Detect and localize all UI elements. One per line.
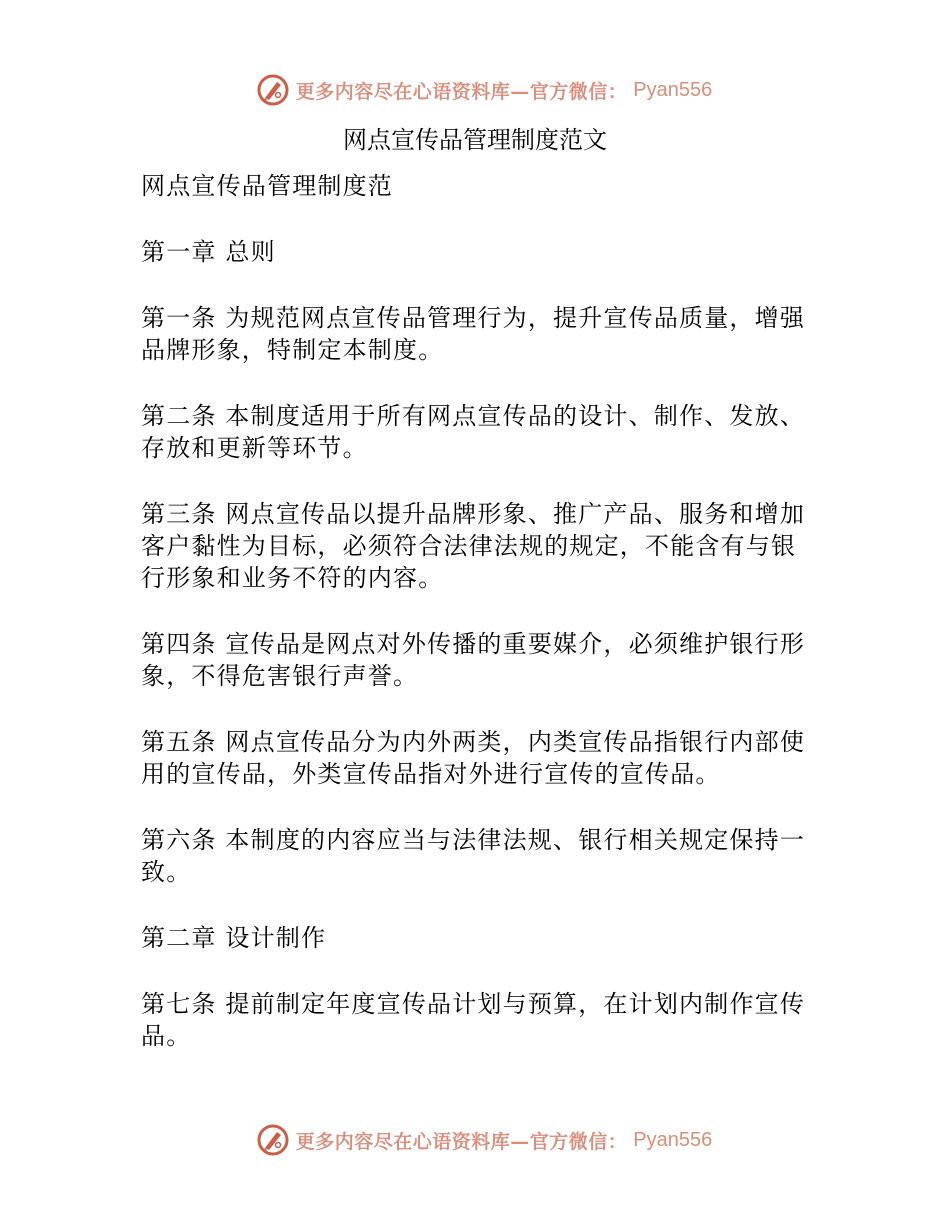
watermark-content [256,1123,712,1157]
document-title: 网点宣传品管理制度范文 [343,126,607,154]
document-body [141,170,811,1086]
watermark-text: 更多内容尽在心语资料库—官方微信： [295,80,628,103]
watermark-id: Pyan556 [633,1128,713,1151]
article: 第四条 宣传品是网点对外传播的重要媒介，必须维护银行形象，不得危害银行声誉。 [141,630,806,690]
article: 第一条 为规范网点宣传品管理行为，提升宣传品质量，增强品牌形象，特制定本制度。 [141,304,806,364]
watermark-id: Pyan556 [633,78,713,101]
paragraph: 网点宣传品管理制度范 [141,172,393,200]
pen-logo-icon [256,1123,290,1157]
article: 第三条 网点宣传品以提升品牌形象、推广产品、服务和增加客户黏性为目标，必须符合法律法规的规定，不能含有与银行形象和业务不符的内容。 [141,500,806,592]
article: 第七条 提前制定年度宣传品计划与预算，在计划内制作宣传品。 [141,990,806,1050]
watermark-text: 更多内容尽在心语资料库—官方微信： [295,1130,628,1153]
article: 第二条 本制度适用于所有网点宣传品的设计、制作、发放、存放和更新等环节。 [141,402,806,462]
footer-watermark [0,1120,950,1160]
header-watermark [0,70,950,110]
pen-logo-icon [256,73,290,107]
article: 第五条 网点宣传品分为内外两类，内类宣传品指银行内部使用的宣传品，外类宣传品指对外进行宣传的宣传品。 [141,728,806,788]
chapter-heading: 第一章 总则 [141,238,276,266]
article: 第六条 本制度的内容应当与法律法规、银行相关规定保持一致。 [141,826,806,886]
chapter-heading: 第二章 设计制作 [141,924,327,952]
watermark-content [256,73,712,107]
